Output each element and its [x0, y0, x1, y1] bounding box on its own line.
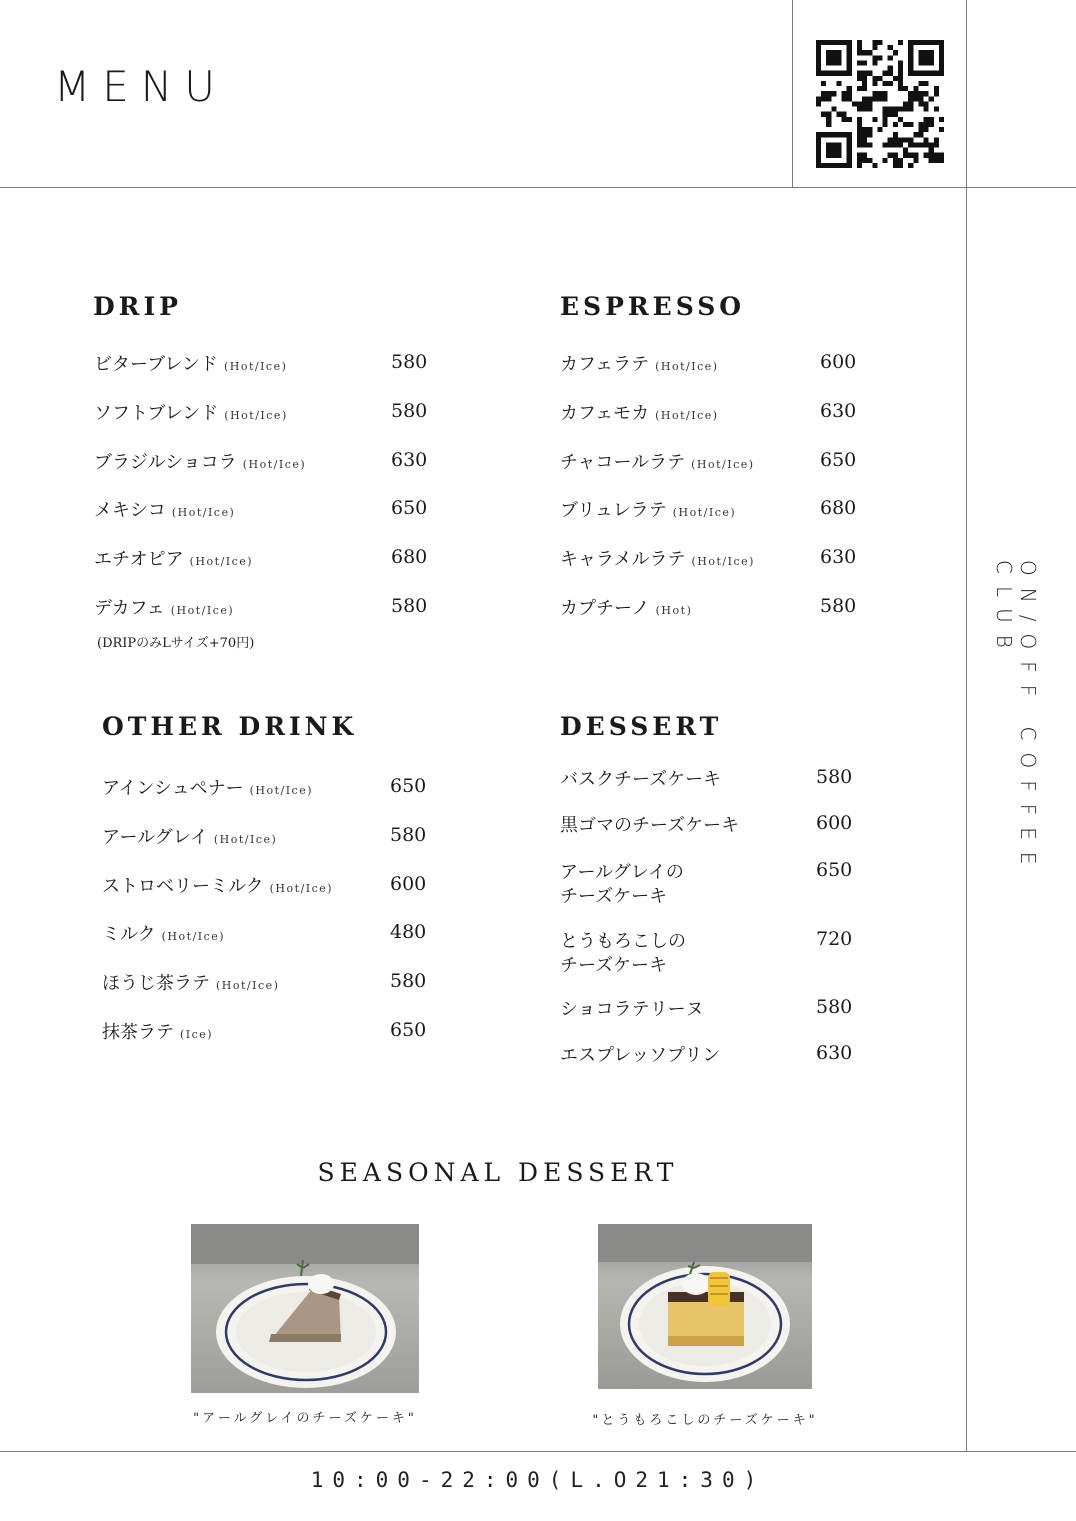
menu-item-price: 650 — [390, 1019, 427, 1041]
dessert-item — [560, 930, 686, 978]
menu-item-temperature: (Hot/Ice) — [170, 604, 235, 617]
photo-caption-corn: "とうもろこしのチーズケーキ" — [592, 1413, 818, 1428]
menu-item-price: 580 — [390, 970, 427, 993]
menu-item — [94, 350, 287, 376]
page-title: MENU — [54, 62, 227, 111]
menu-item-temperature: (Hot/Ice) — [691, 457, 755, 471]
menu-item-temperature: (Hot/Ice) — [223, 360, 288, 373]
menu-item-temperature: (Hot/Ice) — [213, 832, 278, 846]
menu-item-name: ブラジルショコラ — [94, 451, 237, 473]
menu-item — [560, 496, 736, 522]
menu-item — [102, 969, 279, 995]
menu-item-temperature: (Hot/Ice) — [216, 979, 280, 993]
dessert-item-price: 600 — [816, 812, 853, 834]
section-title-other-drink: OTHER DRINK — [102, 712, 358, 741]
dessert-item — [560, 1044, 720, 1068]
menu-item — [102, 920, 225, 946]
header-divider — [0, 187, 1076, 188]
dessert-item-name-line2: チーズケーキ — [560, 955, 668, 976]
side-divider — [966, 0, 967, 1452]
menu-item-name: ほうじ茶ラテ — [102, 973, 210, 995]
menu-item — [560, 448, 755, 474]
menu-item-temperature: (Hot/Ice) — [171, 506, 236, 520]
menu-item-temperature: (Ice) — [180, 1028, 214, 1041]
menu-item-name: ビターブレンド — [94, 354, 218, 375]
menu-item — [560, 350, 719, 376]
menu-item-temperature: (Hot/Ice) — [161, 930, 226, 944]
menu-item-name: カフェラテ — [560, 354, 650, 375]
dessert-item-name: 黒ゴマのチーズケーキ — [560, 815, 740, 836]
menu-item — [102, 823, 277, 849]
menu-item-price: 580 — [820, 595, 857, 617]
menu-item-price: 580 — [391, 351, 428, 373]
menu-item-temperature: (Hot/Ice) — [224, 408, 288, 422]
menu-item-temperature: (Hot/Ice) — [672, 506, 737, 520]
menu-item-temperature: (Hot/Ice) — [269, 881, 334, 895]
menu-item-price: 650 — [391, 497, 428, 520]
menu-item-price: 600 — [820, 351, 857, 373]
menu-item — [560, 545, 755, 571]
menu-item-price: 680 — [820, 497, 857, 520]
dessert-item — [560, 861, 684, 909]
menu-item-name: ブリュレラテ — [560, 500, 667, 522]
menu-item-price: 630 — [820, 546, 857, 569]
dessert-item-name: バスクチーズケーキ — [560, 769, 722, 790]
menu-item-name: アールグレイ — [102, 826, 208, 848]
menu-item-name: カプチーノ — [560, 598, 650, 619]
menu-item-price: 630 — [820, 399, 857, 422]
dessert-item-price: 580 — [816, 766, 853, 788]
menu-item — [560, 594, 692, 620]
menu-item-price: 630 — [391, 448, 428, 471]
menu-item-temperature: (Hot/Ice) — [655, 408, 719, 422]
menu-item-temperature: (Hot/Ice) — [249, 784, 314, 797]
photo-corn-cheesecake — [598, 1224, 812, 1389]
qr-code[interactable] — [816, 40, 944, 168]
menu-item-name: メキシコ — [94, 500, 166, 522]
menu-item — [94, 448, 306, 474]
dessert-item — [560, 998, 704, 1022]
dessert-item-price: 650 — [816, 859, 853, 881]
menu-item-price: 580 — [390, 823, 427, 846]
menu-item-temperature: (Hot/Ice) — [691, 555, 755, 569]
section-title-dessert: DESSERT — [560, 712, 723, 741]
menu-item — [94, 496, 235, 522]
business-hours: 10:00-22:00(L.O21:30) — [310, 1468, 766, 1492]
menu-item — [94, 399, 288, 425]
dessert-item — [560, 814, 739, 838]
menu-item-price: 580 — [391, 399, 428, 422]
menu-item-temperature: (Hot) — [655, 604, 693, 617]
dessert-item-name: エスプレッソプリン — [560, 1045, 721, 1066]
seasonal-dessert-title: SEASONAL DESSERT — [317, 1158, 679, 1187]
menu-item-name: カフェモカ — [560, 402, 650, 424]
menu-item — [94, 594, 234, 620]
menu-item-price: 650 — [820, 448, 857, 471]
menu-item-price: 580 — [391, 595, 428, 617]
dessert-item-name: とうもろこしの — [560, 931, 686, 952]
menu-item — [94, 545, 253, 571]
dessert-item-price: 630 — [816, 1042, 853, 1064]
menu-item-temperature: (Hot/Ice) — [189, 555, 254, 569]
menu-item-name: チャコールラテ — [560, 451, 686, 473]
dessert-item-price: 580 — [816, 996, 853, 1018]
section-title-espresso: ESPRESSO — [560, 292, 746, 321]
photo-caption-earl-grey: "アールグレイのチーズケーキ" — [193, 1411, 417, 1426]
dessert-item — [560, 768, 721, 792]
menu-item-temperature: (Hot/Ice) — [242, 457, 307, 471]
menu-item-price: 480 — [390, 921, 427, 944]
dessert-item-name: ショコラテリーヌ — [560, 999, 704, 1020]
menu-item-price: 600 — [390, 872, 427, 895]
brand-name: ON/OFF COFFEE CLUB — [992, 560, 1040, 877]
menu-item — [102, 774, 313, 800]
menu-item-name: デカフェ — [94, 598, 165, 619]
menu-item — [560, 399, 719, 425]
menu-item — [102, 872, 333, 898]
footer-divider — [0, 1451, 1076, 1452]
menu-item-price: 680 — [391, 546, 428, 569]
qr-divider — [792, 0, 793, 188]
menu-item-name: ミルク — [102, 924, 156, 946]
section-title-drip: DRIP — [93, 292, 182, 321]
menu-item-price: 650 — [390, 775, 427, 797]
dessert-item-name-line2: チーズケーキ — [560, 886, 668, 907]
photo-earl-grey-cheesecake — [191, 1224, 419, 1393]
dessert-item-name: アールグレイの — [560, 862, 684, 883]
menu-item-name: ソフトブレンド — [94, 402, 219, 424]
drip-size-note: (DRIPのみLサイズ+70円) — [97, 636, 255, 651]
dessert-item-price: 720 — [816, 928, 853, 950]
menu-item-name: エチオピア — [94, 549, 184, 571]
menu-item-name: アインシュペナー — [102, 778, 244, 799]
menu-item-temperature: (Hot/Ice) — [655, 360, 719, 373]
menu-item-name: ストロベリーミルク — [102, 875, 264, 897]
menu-item-name: キャラメルラテ — [560, 549, 686, 571]
menu-item-name: 抹茶ラテ — [102, 1022, 174, 1043]
menu-item — [102, 1018, 213, 1044]
